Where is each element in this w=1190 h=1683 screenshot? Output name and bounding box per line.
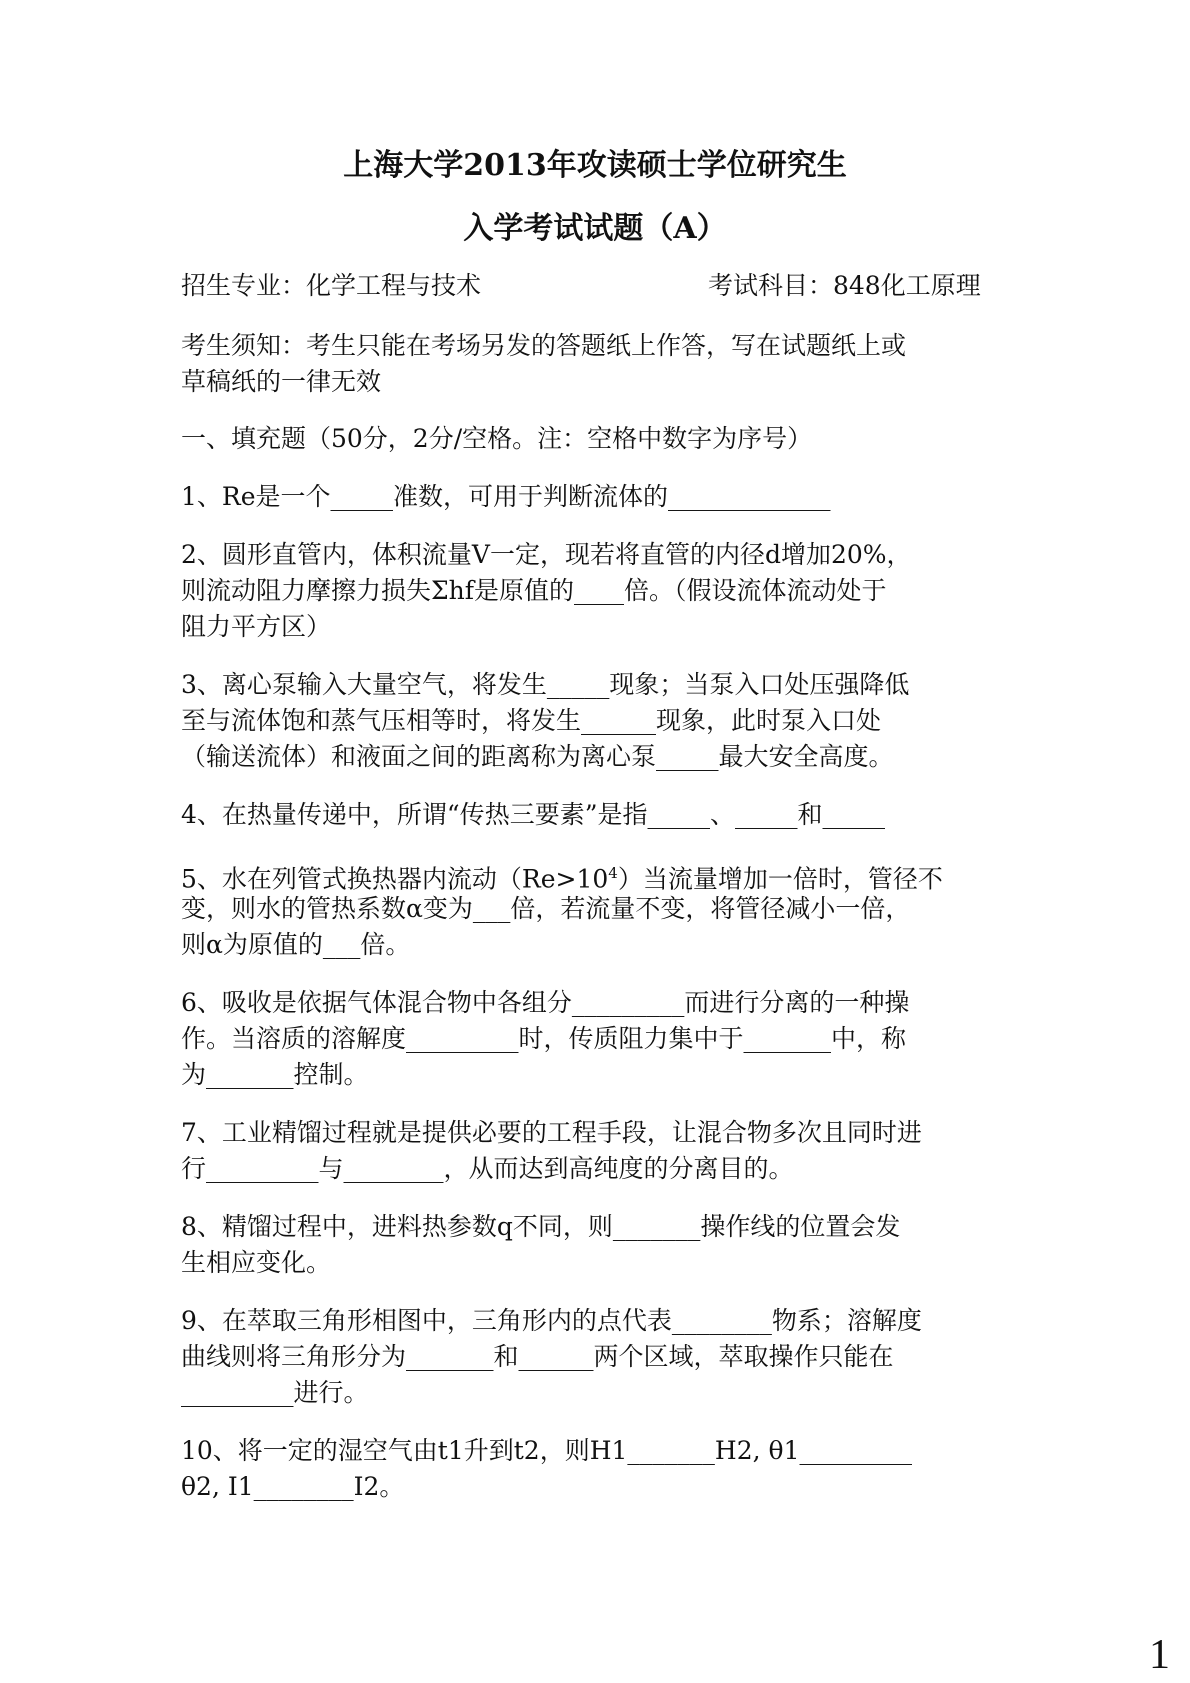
question-3-line: 至与流体饱和蒸气压相等时，将发生______现象，此时泵入口处 xyxy=(181,706,882,735)
question-2-line: 阻力平方区） xyxy=(181,612,332,641)
question-5-line: 变，则水的管热系数α变为___倍，若流量不变，将管径减小一倍， xyxy=(181,894,911,923)
exponent: 4 xyxy=(608,864,618,882)
question-10-line: θ2, I1________I2。 xyxy=(181,1472,405,1501)
question-9-line: 9、在萃取三角形相图中，三角形内的点代表________物系；溶解度 xyxy=(181,1306,922,1335)
notice-line: 考生须知：考生只能在考场另发的答题纸上作答，写在试题纸上或 xyxy=(181,331,907,360)
major-label: 招生专业：化学工程与技术 xyxy=(181,271,482,300)
question-7-line: 行_________与________，从而达到高纯度的分离目的。 xyxy=(181,1154,794,1183)
question-1-line: 1、Re是一个_____准数，可用于判断流体的_____________ xyxy=(181,482,831,511)
question-4-line: 4、在热量传递中，所谓“传热三要素”是指_____、_____和_____ xyxy=(181,800,885,829)
question-8-line: 8、精馏过程中，进料热参数q不同，则_______操作线的位置会发 xyxy=(181,1212,901,1241)
question-3-line: （输送流体）和液面之间的距离称为离心泵_____最大安全高度。 xyxy=(181,742,894,771)
question-2-line: 2、圆形直管内，体积流量V一定，现若将直管的内径d增加20%， xyxy=(181,540,912,569)
section-heading: 一、填充题（50分，2分/空格。注：空格中数字为序号） xyxy=(181,424,813,453)
question-6-line: 为_______控制。 xyxy=(181,1060,369,1089)
question-8-line: 生相应变化。 xyxy=(181,1248,332,1277)
question-3-line: 3、离心泵输入大量空气，将发生_____现象；当泵入口处压强降低 xyxy=(181,670,910,699)
question-10-line: 10、将一定的湿空气由t1升到t2，则H1_______H2, θ1_________ xyxy=(181,1436,912,1465)
question-5-text: ）当流量增加一倍时，管径不 xyxy=(617,864,943,894)
meta-row xyxy=(181,268,1016,304)
subject-label: 考试科目：848化工原理 xyxy=(708,271,981,300)
page-number: 1 xyxy=(1149,1632,1170,1678)
exam-title-line2: 入学考试试题（A） xyxy=(463,211,727,246)
exam-title-line1: 上海大学2013年攻读硕士学位研究生 xyxy=(343,148,847,183)
notice-line: 草稿纸的一律无效 xyxy=(181,367,382,396)
question-2-line: 则流动阻力摩擦力损失Σhf是原值的____倍。（假设流体流动处于 xyxy=(181,576,887,605)
question-5-line: 则α为原值的___倍。 xyxy=(181,930,411,959)
question-7-line: 7、工业精馏过程就是提供必要的工程手段，让混合物多次且同时进 xyxy=(181,1118,922,1147)
question-5-text: 5、水在列管式换热器内流动（Re>10 xyxy=(181,864,609,894)
question-9-line: _________进行。 xyxy=(181,1378,369,1407)
question-9-line: 曲线则将三角形分为_______和______两个区域，萃取操作只能在 xyxy=(181,1342,894,1371)
question-6-line: 6、吸收是依据气体混合物中各组分_________而进行分离的一种操 xyxy=(181,988,910,1017)
question-6-line: 作。当溶质的溶解度_________时，传质阻力集中于_______中，称 xyxy=(181,1024,907,1053)
